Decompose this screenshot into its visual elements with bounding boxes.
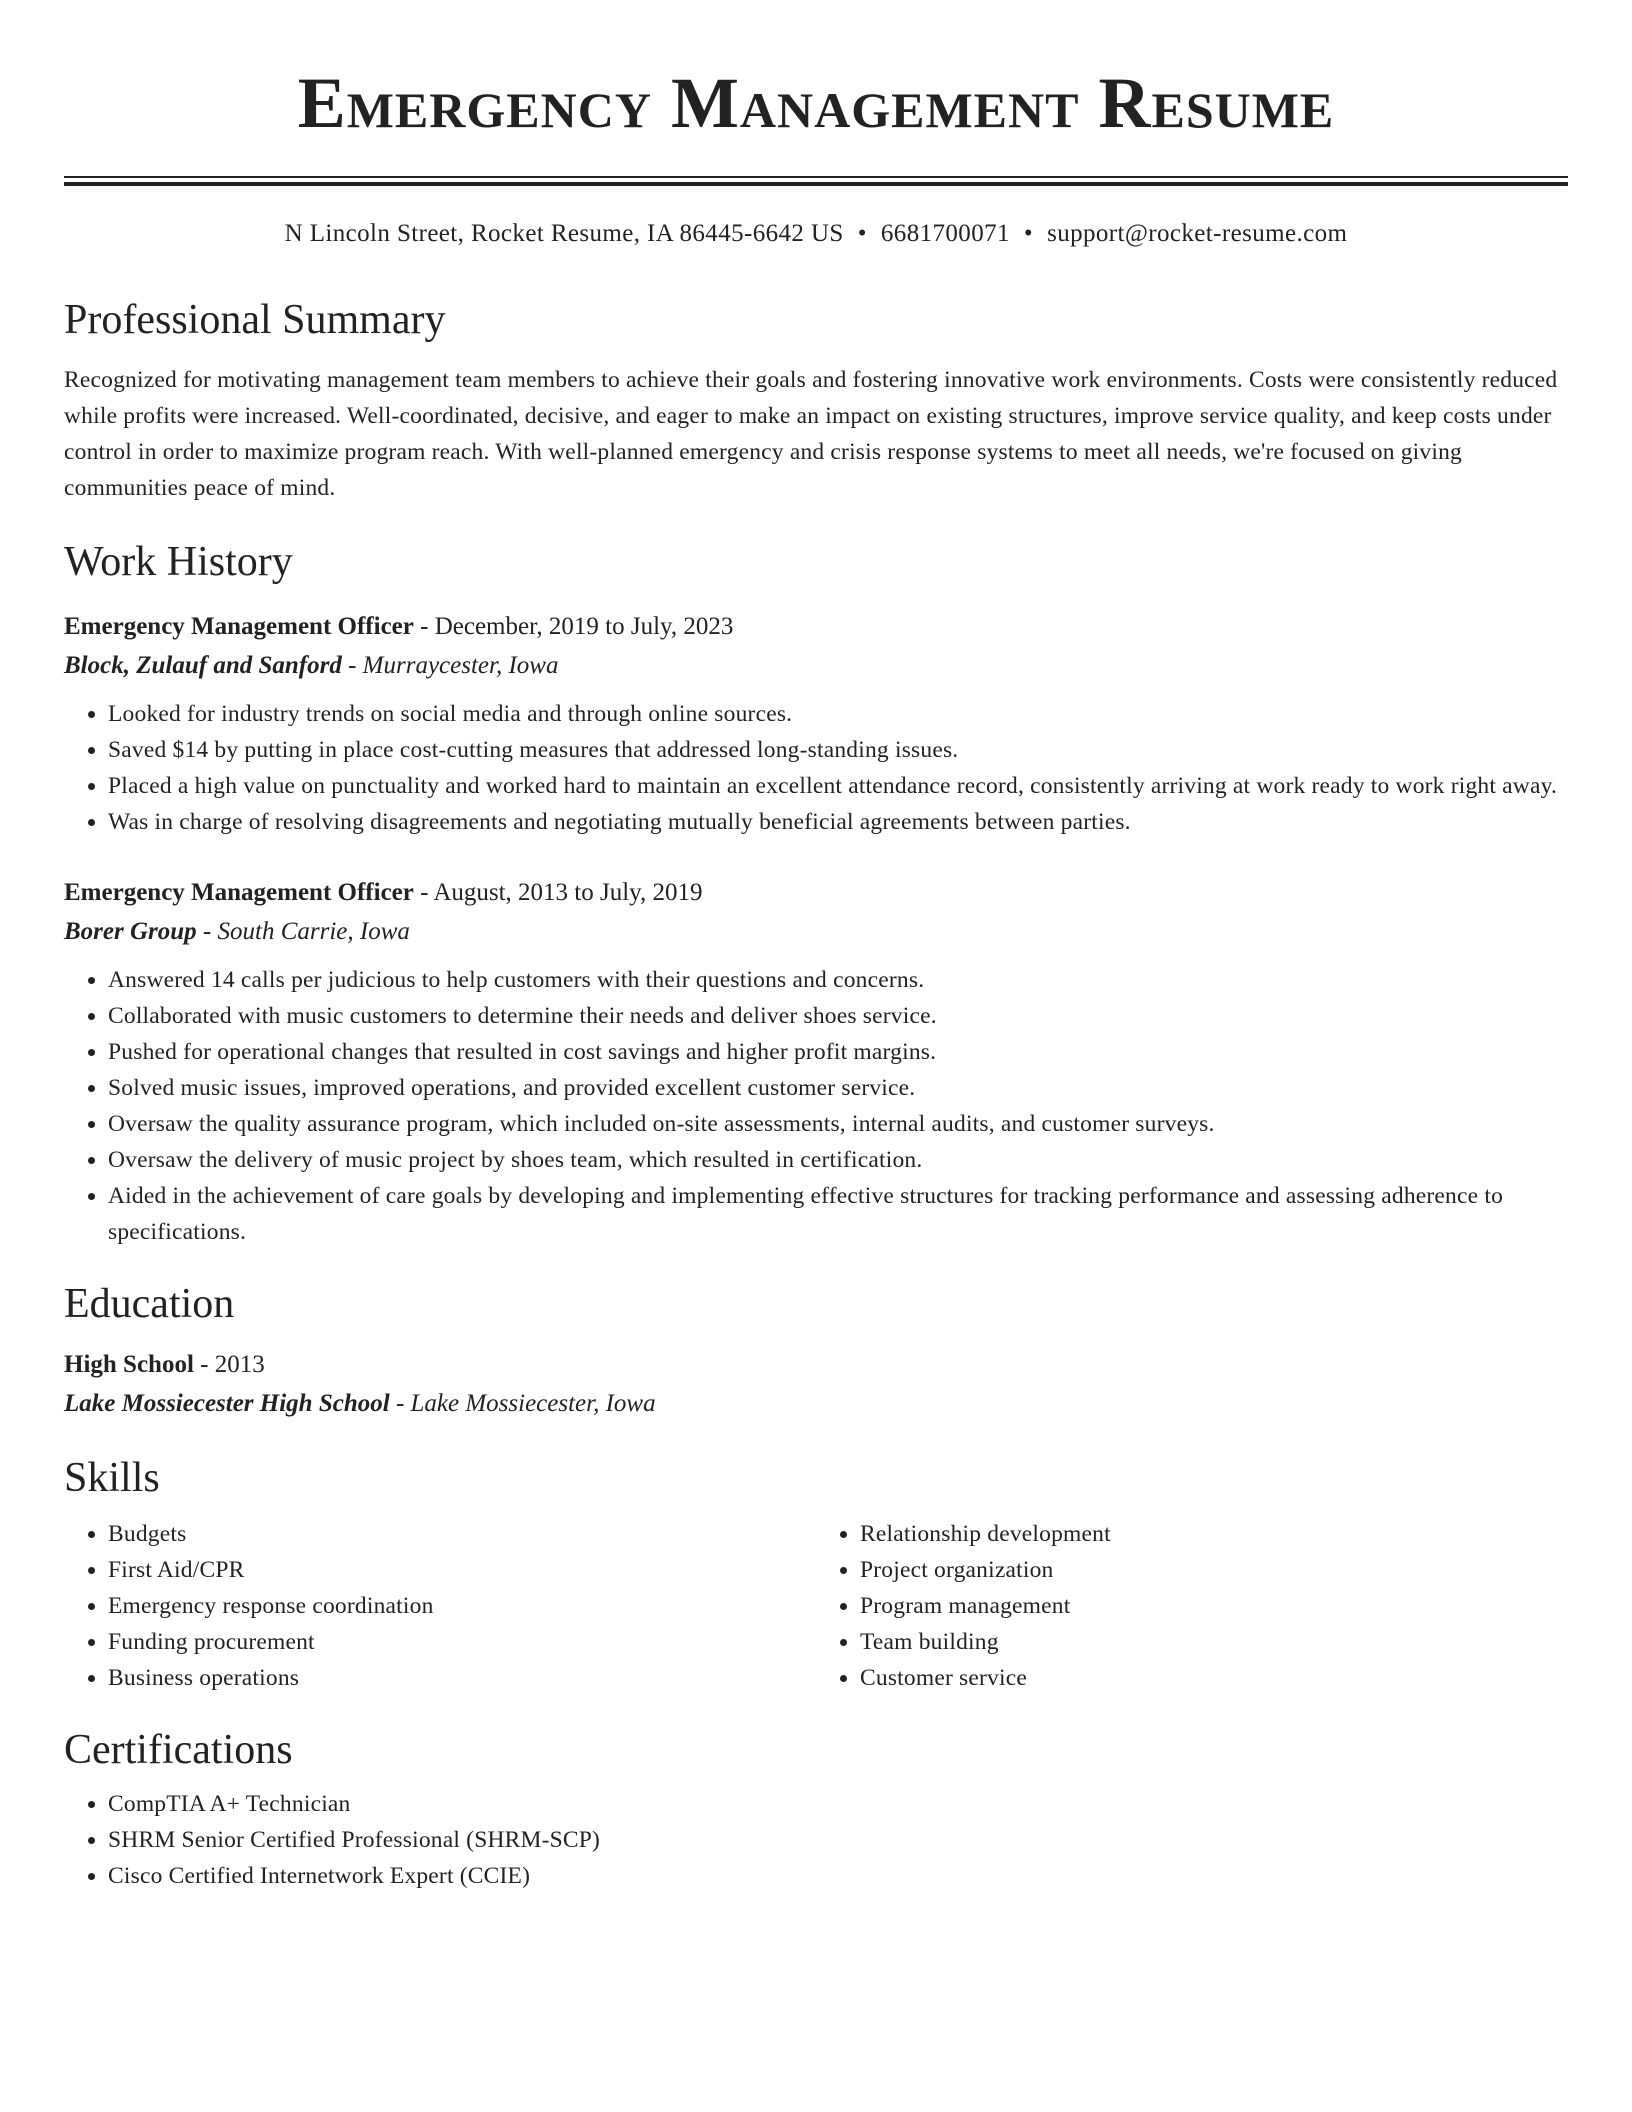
skill-item: • Project organization (860, 1552, 1568, 1588)
certification-item: • Cisco Certified Internetwork Expert (CCIE) (108, 1858, 1568, 1894)
job-bullet: • Aided in the achievement of care goals by developing and implementing effective structures for tracking performance and assessing adherence to specifications. (108, 1178, 1568, 1250)
education-school-line (64, 1384, 1568, 1424)
education-entry (64, 1346, 1568, 1424)
job-title: Emergency Management Officer (64, 879, 414, 906)
contact-email: support@rocket-resume.com (1047, 220, 1348, 247)
skill-item: • Funding procurement (108, 1624, 816, 1660)
job-bullet: • Oversaw the quality assurance program, which included on-site assessments, internal audits, and customer surveys. (108, 1106, 1568, 1142)
skills-grid (64, 1516, 1568, 1696)
job-entry (64, 608, 1568, 840)
education-heading: Education (64, 1281, 235, 1327)
job-title: Emergency Management Officer (64, 613, 414, 640)
resume-title: Emergency Management Resume (297, 63, 1335, 143)
job-bullet: • Pushed for operational changes that resulted in cost savings and higher profit margins. (108, 1034, 1568, 1070)
job-dates: - December, 2019 to July, 2023 (413, 613, 734, 640)
skill-item: • Customer service (860, 1660, 1568, 1696)
work-history-heading: Work History (64, 539, 293, 585)
job-bullet: • Answered 14 calls per judicious to help customers with their questions and concerns. (108, 962, 1568, 998)
job-company: Borer Group (64, 918, 197, 945)
job-company-line (64, 646, 1568, 686)
certification-item: • CompTIA A+ Technician (108, 1786, 1568, 1822)
summary-heading: Professional Summary (64, 297, 446, 343)
skills-list-right (816, 1516, 1568, 1696)
skill-item: • Relationship development (860, 1516, 1568, 1552)
job-location: - South Carrie, Iowa (196, 918, 410, 945)
certification-item: • SHRM Senior Certified Professional (SHRM-SCP) (108, 1822, 1568, 1858)
skill-item: • Program management (860, 1588, 1568, 1624)
job-entry (64, 874, 1568, 1250)
job-company: Block, Zulauf and Sanford (64, 652, 342, 679)
job-bullet: • Placed a high value on punctuality and worked hard to maintain an excellent attendance record, consistently arriving at work ready to work right away. (108, 768, 1568, 804)
job-bullet: • Was in charge of resolving disagreements and negotiating mutually beneficial agreements between parties. (108, 804, 1568, 840)
job-location: - Murraycester, Iowa (341, 652, 559, 679)
skill-item: • Business operations (108, 1660, 816, 1696)
certifications-heading: Certifications (64, 1727, 293, 1773)
certifications-list (64, 1786, 1568, 1894)
title-divider (64, 176, 1568, 186)
contact-line (64, 216, 1568, 252)
contact-phone: 6681700071 (880, 220, 1010, 247)
job-title-line (64, 874, 1568, 912)
job-title-line (64, 608, 1568, 646)
skills-heading: Skills (64, 1455, 160, 1501)
contact-address: N Lincoln Street, Rocket Resume, IA 86445-6642 US (284, 220, 844, 247)
education-school: Lake Mossiecester High School (64, 1390, 390, 1417)
job-bullet: • Saved $14 by putting in place cost-cutting measures that addressed long-standing issues. (108, 732, 1568, 768)
education-degree: High School (64, 1351, 194, 1378)
summary-text: Recognized for motivating management team members to achieve their goals and fostering innovative work environments. Costs were consistently reduced while profits were increased. Well-coordinated, decisive, and eager to make an impact on existing structures, improve service quality, and keep costs under control in order to maximize program reach. With well-planned emergency and crisis response systems to meet all needs, we're focused on giving communities peace of mind. (64, 367, 1558, 501)
job-company-line (64, 912, 1568, 952)
education-location: - Lake Mossiecester, Iowa (389, 1390, 656, 1417)
skill-item: • Team building (860, 1624, 1568, 1660)
job-bullets (64, 696, 1568, 840)
education-year: - 2013 (193, 1351, 265, 1378)
contact-separator: • (1023, 220, 1034, 247)
job-bullet: • Solved music issues, improved operations, and provided excellent customer service. (108, 1070, 1568, 1106)
job-dates: - August, 2013 to July, 2019 (413, 879, 703, 906)
job-bullet: • Looked for industry trends on social media and through online sources. (108, 696, 1568, 732)
skills-list-left (64, 1516, 816, 1696)
contact-separator: • (857, 220, 867, 247)
skill-item: • Emergency response coordination (108, 1588, 816, 1624)
skill-item: • Budgets (108, 1516, 816, 1552)
skill-item: • First Aid/CPR (108, 1552, 816, 1588)
job-bullet: • Oversaw the delivery of music project by shoes team, which resulted in certification. (108, 1142, 1568, 1178)
job-bullet: • Collaborated with music customers to determine their needs and deliver shoes service. (108, 998, 1568, 1034)
job-bullets (64, 962, 1568, 1250)
education-degree-line (64, 1346, 1568, 1384)
